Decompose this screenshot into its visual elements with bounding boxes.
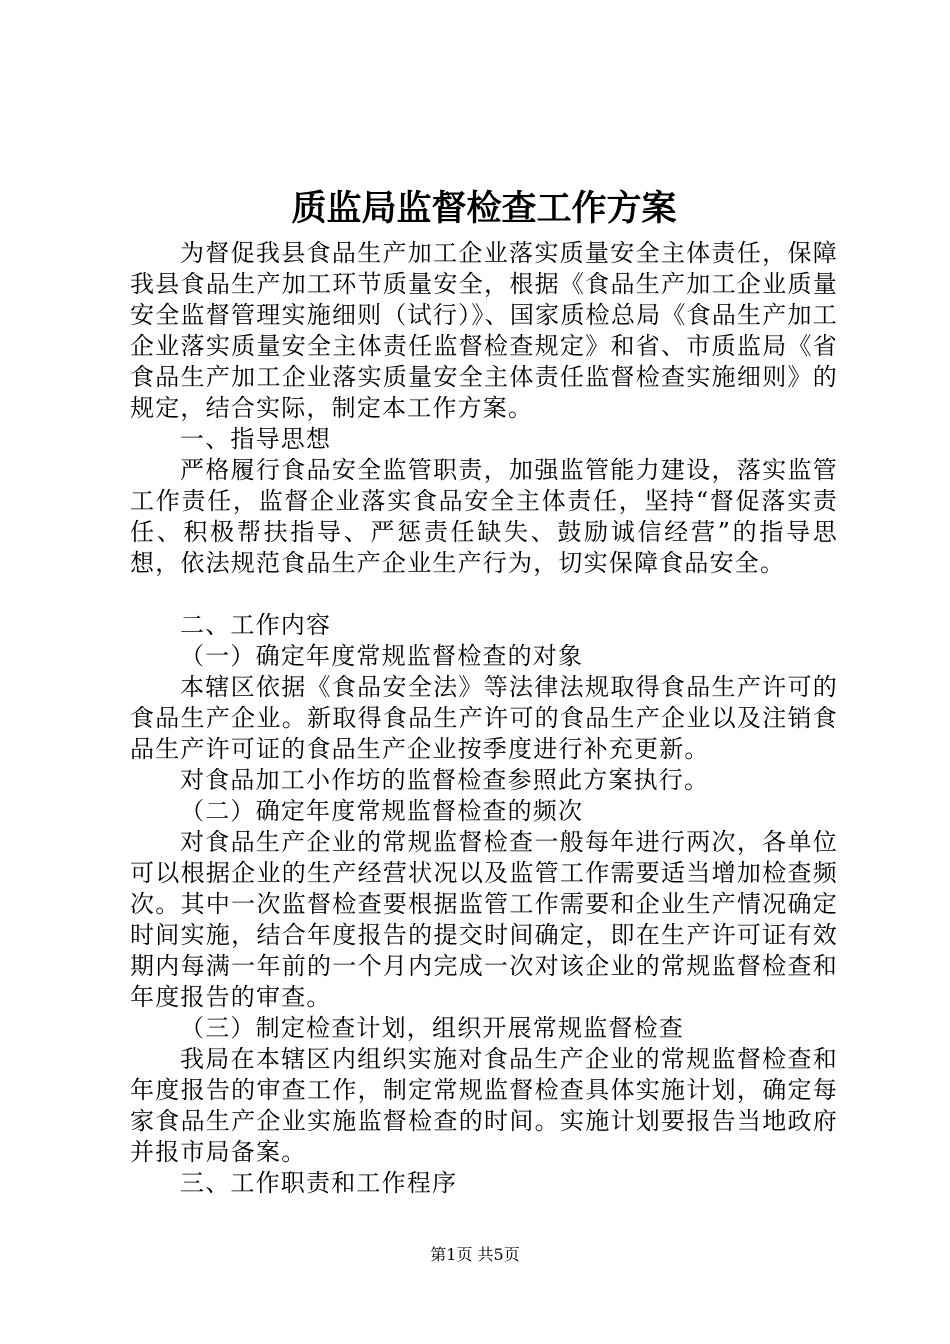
document-title: 质监局监督检查工作方案: [291, 188, 677, 229]
subheading-inspection-frequency: （二）确定年度常规监督检查的频次: [180, 797, 584, 825]
inspection-frequency-paragraph: 对食品生产企业的常规监督检查一般每年进行两次，各单位可以根据企业的生产经营状况以及监管工作需要适当增加检查频次。其中一次监督检查要根据监管工作需要和企业生产情况确定时间实施，结合年度报告的提交时间确定，即在生产许可证有效期内每满一年前的一个月内完成一次对该企业的常规监督检查和年度报告的审查。: [130, 828, 838, 1011]
page-number: 第1页 共5页: [430, 1245, 520, 1264]
subheading-inspection-targets: （一）确定年度常规监督检查的对象: [180, 642, 584, 670]
section-heading-work-content: 二、工作内容: [180, 611, 332, 639]
inspection-plan-paragraph: 我局在本辖区内组织实施对食品生产企业的常规监督检查和年度报告的审查工作，制定常规监督检查具体实施计划，确定每家食品生产企业实施监督检查的时间。实施计划要报告当地政府并报市局备案。: [130, 1045, 838, 1166]
subheading-inspection-plan: （三）制定检查计划，组织开展常规监督检查: [180, 1014, 684, 1042]
guiding-ideology-paragraph: 严格履行食品安全监管职责，加强监管能力建设，落实监管工作责任，监督企业落实食品安全主体责任，坚持“督促落实责任、积极帮扶指导、严惩责任缺失、鼓励诚信经营”的指导思想，依法规范食品生产企业生产行为，切实保障食品安全。: [130, 456, 838, 577]
intro-paragraph: 为督促我县食品生产加工企业落实质量安全主体责任，保障我县食品生产加工环节质量安全，根据《食品生产加工企业质量安全监督管理实施细则（试行）》、国家质检总局《食品生产加工企业落实质量安全主体责任监督检查规定》和省、市质监局《省食品生产加工企业落实质量安全主体责任监督检查实施细则》的规定，结合实际，制定本工作方案。: [130, 239, 838, 422]
inspection-targets-paragraph: 本辖区依据《食品安全法》等法律法规取得食品生产许可的食品生产企业。新取得食品生产许可的食品生产企业以及注销食品生产许可证的食品生产企业按季度进行补充更新。: [130, 673, 838, 763]
document-body: [130, 238, 838, 1199]
section-heading-guiding-ideology: 一、指导思想: [180, 425, 332, 453]
blank-line: [130, 579, 838, 610]
section-heading-duties-procedures: 三、工作职责和工作程序: [180, 1169, 458, 1197]
small-workshop-paragraph: 对食品加工小作坊的监督检查参照此方案执行。: [180, 766, 710, 794]
